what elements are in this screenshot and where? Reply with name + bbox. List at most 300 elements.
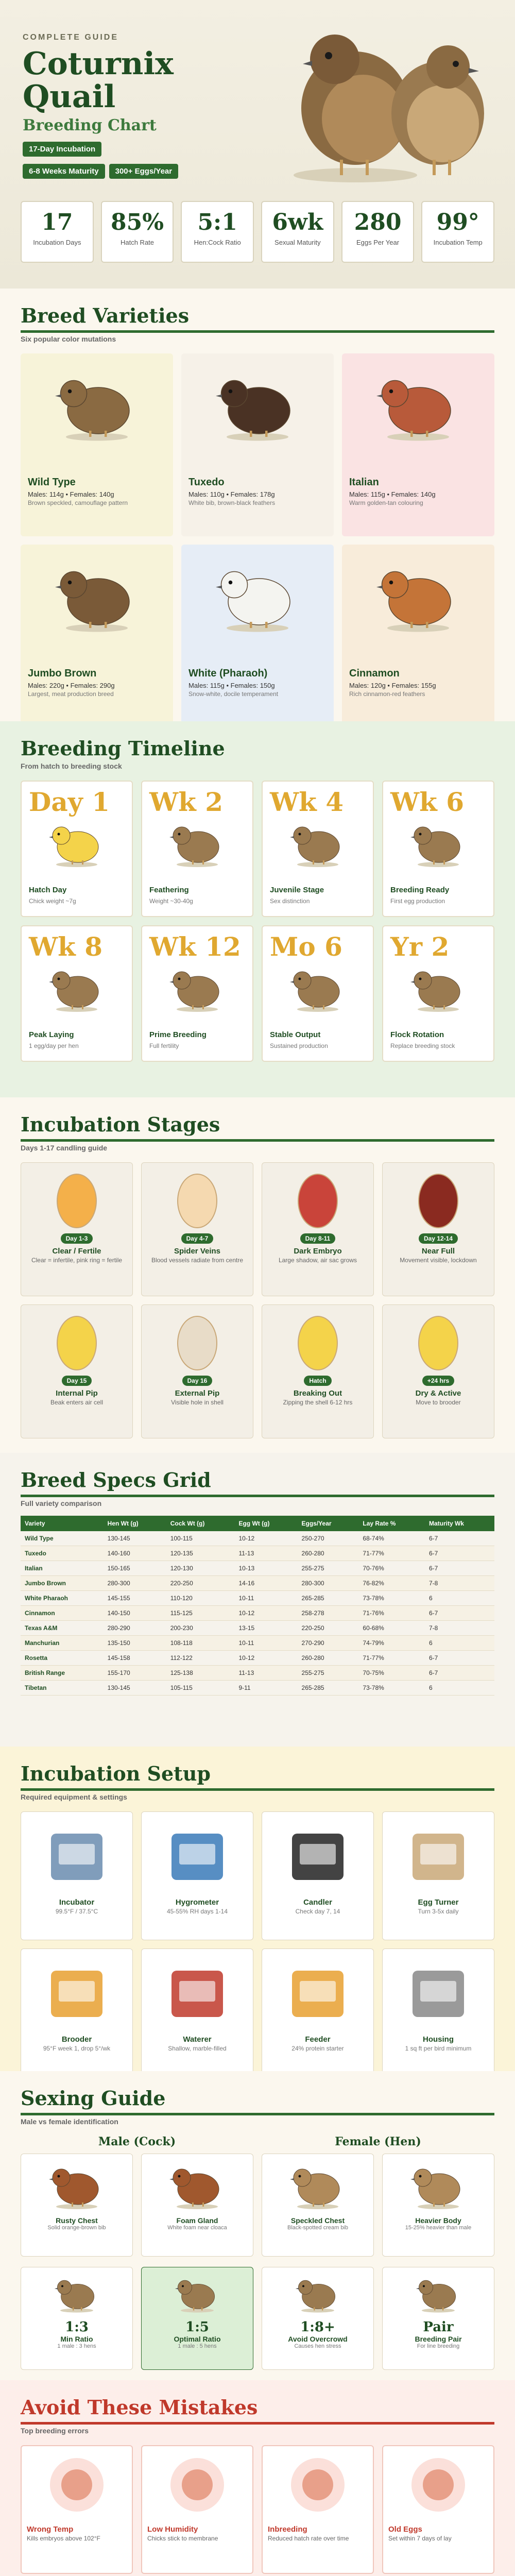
section-subtitle: Days 1-17 candling guide [21,1144,108,1152]
stage-desc: Large shadow, air sac grows [278,1257,357,1264]
stage-badge: Day 12-14 [419,1233,458,1244]
timeline-card [262,781,374,917]
timeline-card [21,781,133,917]
table-cell: White Pharaoh [21,1591,104,1606]
mistake-icon [27,2451,127,2521]
trait-name: Foam Gland [176,2216,218,2225]
egg-icon [21,1169,132,1233]
column-header: Maturity Wk [425,1516,494,1531]
mistake-card [141,2445,253,2574]
table-cell: Rosetta [21,1651,104,1666]
table-cell: Texas A&M [21,1621,104,1636]
mistake-card [21,2445,133,2574]
stat-label: Sexual Maturity [274,239,321,246]
equipment-icon [142,1818,253,1893]
ratio-desc: For line breeding [417,2343,460,2349]
table-cell: 155-170 [104,1666,166,1681]
section-rule [21,330,494,333]
table-row [21,1561,494,1576]
table-cell: 115-125 [166,1606,235,1621]
variety-card [181,353,334,536]
equipment-name: Candler [303,1898,332,1907]
stat-card [341,201,415,263]
table-cell: 125-138 [166,1666,235,1681]
timeline-desc: Weight ~30-40g [149,897,193,905]
stage-desc: Zipping the shell 6-12 hrs [283,1399,353,1406]
stage-card [141,1162,253,1296]
table-cell: 68-74% [358,1531,425,1546]
sexing-section [0,2071,515,2380]
stage-card [382,1162,494,1296]
timeline-card [262,925,374,1062]
table-cell: 6-7 [425,1651,494,1666]
table-cell: 255-275 [298,1666,359,1681]
variety-weights: Males: 115g • Females: 140g [349,490,436,498]
section-title: Breeding Timeline [21,737,225,760]
timeline-name: Breeding Ready [390,886,450,894]
equipment-card [21,1948,133,2077]
timeline-stage-label: Wk 6 [390,787,464,817]
table-cell: Cinnamon [21,1606,104,1621]
ratio-label: Optimal Ratio [174,2335,221,2343]
ratio-card [382,2267,494,2370]
table-row [21,1666,494,1681]
quail-icon [390,962,486,1016]
stage-badge: Hatch [304,1376,331,1386]
table-cell: 130-145 [104,1681,166,1696]
varieties-grid [21,353,494,727]
quail-icon [383,2159,494,2213]
table-cell: 6-7 [425,1531,494,1546]
stage-desc: Move to brooder [416,1399,461,1406]
hero-title-2: Quail [23,79,116,115]
variety-name: Italian [349,477,379,488]
stat-card [101,201,174,263]
stage-name: Dry & Active [415,1389,461,1398]
equipment-icon [383,1955,494,2030]
equipment-desc: 95°F week 1, drop 5°/wk [43,2045,111,2052]
table-cell: 280-300 [298,1576,359,1591]
equipment-name: Hygrometer [175,1898,219,1907]
section-rule [21,1139,494,1142]
timeline-stage-label: Day 1 [29,787,110,817]
ratio-card [262,2267,374,2370]
timeline-stage-label: Wk 12 [149,931,241,962]
timeline-stage-label: Wk 2 [149,787,223,817]
table-body [21,1531,494,1696]
trait-desc: White foam near cloaca [167,2225,227,2231]
quail-icon [383,2273,494,2316]
pill-maturity: 6-8 Weeks Maturity [23,164,105,179]
table-cell: 76-82% [358,1576,425,1591]
quail-icon [349,366,487,446]
table-cell: 74-79% [358,1636,425,1651]
sexing-ratios-grid [21,2267,494,2370]
stage-desc: Visible hole in shell [171,1399,224,1406]
equipment-desc: Shallow, marble-filled [168,2045,227,2052]
mistake-name: Low Humidity [147,2525,198,2534]
trait-desc: Solid orange-brown bib [47,2225,106,2231]
table-cell: 10-13 [234,1561,297,1576]
equipment-icon [21,1818,132,1893]
quail-icon [149,817,245,871]
timeline-name: Prime Breeding [149,1030,207,1039]
table-cell: 7-8 [425,1576,494,1591]
timeline-stage-label: Wk 4 [270,787,344,817]
variety-name: Wild Type [28,477,76,488]
table-cell: 120-130 [166,1561,235,1576]
trait-name: Heavier Body [415,2216,461,2225]
variety-name: White (Pharaoh) [188,668,268,679]
variety-name: Jumbo Brown [28,668,97,679]
stat-card [261,201,334,263]
table-cell: 6-7 [425,1666,494,1681]
table-cell: 70-76% [358,1561,425,1576]
stage-badge: Day 16 [182,1376,213,1386]
ratio-value: Pair [423,2319,454,2335]
equipment-icon [262,1818,373,1893]
stage-card [382,1304,494,1438]
quail-icon [149,962,245,1016]
table-row [21,1576,494,1591]
table-cell: 10-12 [234,1531,297,1546]
section-title: Breed Specs Grid [21,1468,211,1492]
egg-icon [262,1169,373,1233]
table-cell: 6-7 [425,1606,494,1621]
table-cell: British Range [21,1666,104,1681]
table-cell: 10-11 [234,1591,297,1606]
table-cell: 6 [425,1681,494,1696]
equipment-name: Egg Turner [418,1898,459,1907]
table-cell: 71-76% [358,1606,425,1621]
quail-icon [270,817,366,871]
table-cell: 280-290 [104,1621,166,1636]
ratio-label: Avoid Overcrowd [288,2335,348,2343]
timeline-section [0,721,515,1097]
stat-value: 280 [354,209,402,235]
egg-icon [262,1311,373,1376]
setup-section [0,1747,515,2071]
egg-icon [142,1311,253,1376]
trait-desc: Black-spotted cream bib [287,2225,348,2231]
trait-name: Rusty Chest [56,2216,98,2225]
variety-name: Cinnamon [349,668,400,679]
stat-label: Hen:Cock Ratio [194,239,241,246]
mistake-name: Wrong Temp [27,2525,74,2534]
stage-badge: +24 hrs [422,1376,454,1386]
ratio-value: 1:5 [185,2319,209,2335]
table-cell: 130-145 [104,1531,166,1546]
quail-icon [142,2159,253,2213]
table-row [21,1531,494,1546]
quail-icon [21,2159,132,2213]
equipment-desc: 99.5°F / 37.5°C [55,1908,98,1915]
stage-name: Spider Veins [174,1247,221,1256]
column-header: Lay Rate % [358,1516,425,1531]
stage-name: Dark Embryo [294,1247,342,1256]
table-cell: 13-15 [234,1621,297,1636]
equipment-card [262,1948,374,2077]
quail-icon [188,366,327,446]
varieties-section [0,289,515,721]
mistakes-section [0,2380,515,2576]
table-cell: 108-118 [166,1636,235,1651]
section-rule [21,1495,494,1497]
pill-incubation: 17-Day Incubation [23,142,101,157]
timeline-grid [21,781,494,1062]
sexing-traits-grid [21,2154,494,2257]
section-title: Avoid These Mistakes [21,2396,258,2419]
ratio-card [141,2267,253,2370]
timeline-name: Peak Laying [29,1030,74,1039]
quail-icon [28,557,166,637]
stage-card [262,1304,374,1438]
table-cell: 10-11 [234,1636,297,1651]
table-cell: 110-120 [166,1591,235,1606]
timeline-desc: Chick weight ~7g [29,897,76,905]
mistake-icon [268,2451,368,2521]
column-header: Cock Wt (g) [166,1516,235,1531]
equipment-card [141,1811,253,1940]
timeline-stage-label: Mo 6 [270,931,342,962]
hero [0,0,515,289]
ratio-card [21,2267,133,2370]
table-cell: 14-16 [234,1576,297,1591]
table-cell: 73-78% [358,1591,425,1606]
column-header: Hen Wt (g) [104,1516,166,1531]
mistakes-grid [21,2445,494,2576]
timeline-desc: Full fertility [149,1042,179,1049]
table-cell: 140-160 [104,1546,166,1561]
specs-section [0,1453,515,1747]
table-cell: 280-300 [104,1576,166,1591]
table-cell: 220-250 [166,1576,235,1591]
table-cell: 6-7 [425,1561,494,1576]
stage-name: Clear / Fertile [52,1247,101,1256]
mistake-name: Inbreeding [268,2525,307,2534]
table-row [21,1591,494,1606]
hero-subtitle: Breeding Chart [23,116,157,134]
equipment-card [262,1811,374,1940]
equipment-desc: Check day 7, 14 [295,1908,340,1915]
equipment-icon [142,1955,253,2030]
mistake-card [382,2445,494,2574]
table-cell: 145-155 [104,1591,166,1606]
stage-card [21,1162,133,1296]
mistake-desc: Kills embryos above 102°F [27,2535,100,2542]
timeline-name: Feathering [149,886,189,894]
table-cell: 11-13 [234,1666,297,1681]
column-header: Eggs/Year [298,1516,359,1531]
quail-icon [262,2273,373,2316]
table-header-row [21,1516,494,1531]
section-rule [21,2113,494,2115]
stat-card [21,201,94,263]
variety-weights: Males: 115g • Females: 150g [188,682,275,689]
mistake-icon [147,2451,247,2521]
stage-badge: Day 15 [62,1376,92,1386]
trait-card [21,2154,133,2257]
section-subtitle: Male vs female identification [21,2117,118,2126]
table-cell: 135-150 [104,1636,166,1651]
variety-note: Brown speckled, camouflage pattern [28,499,128,506]
male-heading: Male (Cock) [98,2135,176,2148]
table-cell: Tibetan [21,1681,104,1696]
table-cell: 200-230 [166,1621,235,1636]
table-cell: 220-250 [298,1621,359,1636]
trait-card [262,2154,374,2257]
section-subtitle: Required equipment & settings [21,1793,127,1801]
table-cell: Italian [21,1561,104,1576]
quail-icon [270,962,366,1016]
timeline-card [141,781,253,917]
mistake-desc: Chicks stick to membrane [147,2535,218,2542]
mistake-desc: Set within 7 days of lay [388,2535,452,2542]
variety-weights: Males: 120g • Females: 155g [349,682,436,689]
variety-name: Tuxedo [188,477,225,488]
table-cell: 73-78% [358,1681,425,1696]
section-subtitle: Six popular color mutations [21,335,116,343]
table-cell: 260-280 [298,1651,359,1666]
table-row [21,1651,494,1666]
trait-name: Speckled Chest [290,2216,345,2225]
timeline-card [382,781,494,917]
quail-icon [142,2273,253,2316]
equipment-desc: 45-55% RH days 1-14 [166,1908,228,1915]
stage-badge: Day 8-11 [300,1233,336,1244]
table-cell: 100-115 [166,1531,235,1546]
incubation-grid [21,1162,494,1438]
quail-icon [262,2159,373,2213]
variety-card [21,545,173,727]
female-heading: Female (Hen) [335,2135,421,2148]
table-cell: 6 [425,1591,494,1606]
variety-card [21,353,173,536]
egg-icon [383,1169,494,1233]
table-cell: 71-77% [358,1546,425,1561]
variety-note: Warm golden-tan colouring [349,499,423,506]
timeline-desc: Replace breeding stock [390,1042,455,1049]
variety-card [342,353,494,536]
table-cell: 265-285 [298,1681,359,1696]
column-header: Egg Wt (g) [234,1516,297,1531]
timeline-card [21,925,133,1062]
table-row [21,1636,494,1651]
stat-card [181,201,254,263]
quail-icon [349,557,487,637]
quail-icon [21,2273,132,2316]
section-rule [21,1788,494,1791]
table-cell: 60-68% [358,1621,425,1636]
equipment-name: Incubator [59,1898,95,1907]
variety-note: Rich cinnamon-red feathers [349,690,425,698]
equipment-card [21,1811,133,1940]
stage-badge: Day 4-7 [181,1233,214,1244]
stage-card [21,1304,133,1438]
table-cell: 10-12 [234,1606,297,1621]
variety-note: Largest, meat production breed [28,690,114,698]
timeline-name: Hatch Day [29,886,67,894]
variety-weights: Males: 114g • Females: 140g [28,490,114,498]
stat-label: Hatch Rate [120,239,154,246]
stat-value: 17 [41,209,73,235]
table-cell: 150-165 [104,1561,166,1576]
stage-name: External Pip [175,1389,220,1398]
stage-card [262,1162,374,1296]
setup-grid [21,1811,494,2077]
stage-name: Breaking Out [293,1389,342,1398]
timeline-desc: Sustained production [270,1042,328,1049]
ratio-desc: 1 male : 5 hens [178,2343,217,2349]
stage-desc: Blood vessels radiate from centre [151,1257,244,1264]
equipment-icon [262,1955,373,2030]
stat-value: 6wk [272,209,323,235]
timeline-desc: Sex distinction [270,897,310,905]
quail-icon [390,817,486,871]
pill-eggs: 300+ Eggs/Year [109,164,179,179]
table-cell: 255-275 [298,1561,359,1576]
ratio-desc: 1 male : 3 hens [57,2343,96,2349]
table-cell: 250-270 [298,1531,359,1546]
section-rule [21,2422,494,2425]
column-header: Variety [21,1516,104,1531]
egg-icon [21,1311,132,1376]
table-cell: 145-158 [104,1651,166,1666]
timeline-desc: 1 egg/day per hen [29,1042,79,1049]
stats-row [21,201,494,263]
quail-icon [29,962,125,1016]
timeline-card [382,925,494,1062]
quail-icon [188,557,327,637]
equipment-name: Feeder [305,2035,331,2044]
stage-badge: Day 1-3 [61,1233,93,1244]
hero-kicker: COMPLETE GUIDE [23,33,119,42]
equipment-desc: 24% protein starter [291,2045,344,2052]
stat-card [421,201,494,263]
equipment-card [382,1948,494,2077]
section-subtitle: Full variety comparison [21,1499,102,1507]
section-subtitle: Top breeding errors [21,2427,89,2435]
timeline-name: Flock Rotation [390,1030,444,1039]
stat-value: 99° [436,209,479,235]
equipment-name: Housing [423,2035,454,2044]
egg-icon [383,1311,494,1376]
table-cell: 6 [425,1636,494,1651]
table-row [21,1606,494,1621]
table-cell: 120-135 [166,1546,235,1561]
section-subtitle: From hatch to breeding stock [21,762,122,770]
table-cell: 71-77% [358,1651,425,1666]
table-cell: 258-278 [298,1606,359,1621]
section-title: Incubation Setup [21,1762,211,1785]
variety-weights: Males: 110g • Females: 178g [188,490,275,498]
table-cell: 265-285 [298,1591,359,1606]
timeline-desc: First egg production [390,897,445,905]
mistake-card [262,2445,374,2574]
variety-card [342,545,494,727]
stage-name: Near Full [421,1247,455,1256]
stat-label: Eggs Per Year [356,239,400,246]
mistake-name: Old Eggs [388,2525,422,2534]
table-cell: 260-280 [298,1546,359,1561]
equipment-card [141,1948,253,2077]
equipment-desc: 1 sq ft per bird minimum [405,2045,472,2052]
table-cell: 112-122 [166,1651,235,1666]
ratio-label: Min Ratio [60,2335,93,2343]
table-cell: 270-290 [298,1636,359,1651]
timeline-stage-label: Yr 2 [390,931,450,962]
hero-title-1: Coturnix [23,46,174,82]
